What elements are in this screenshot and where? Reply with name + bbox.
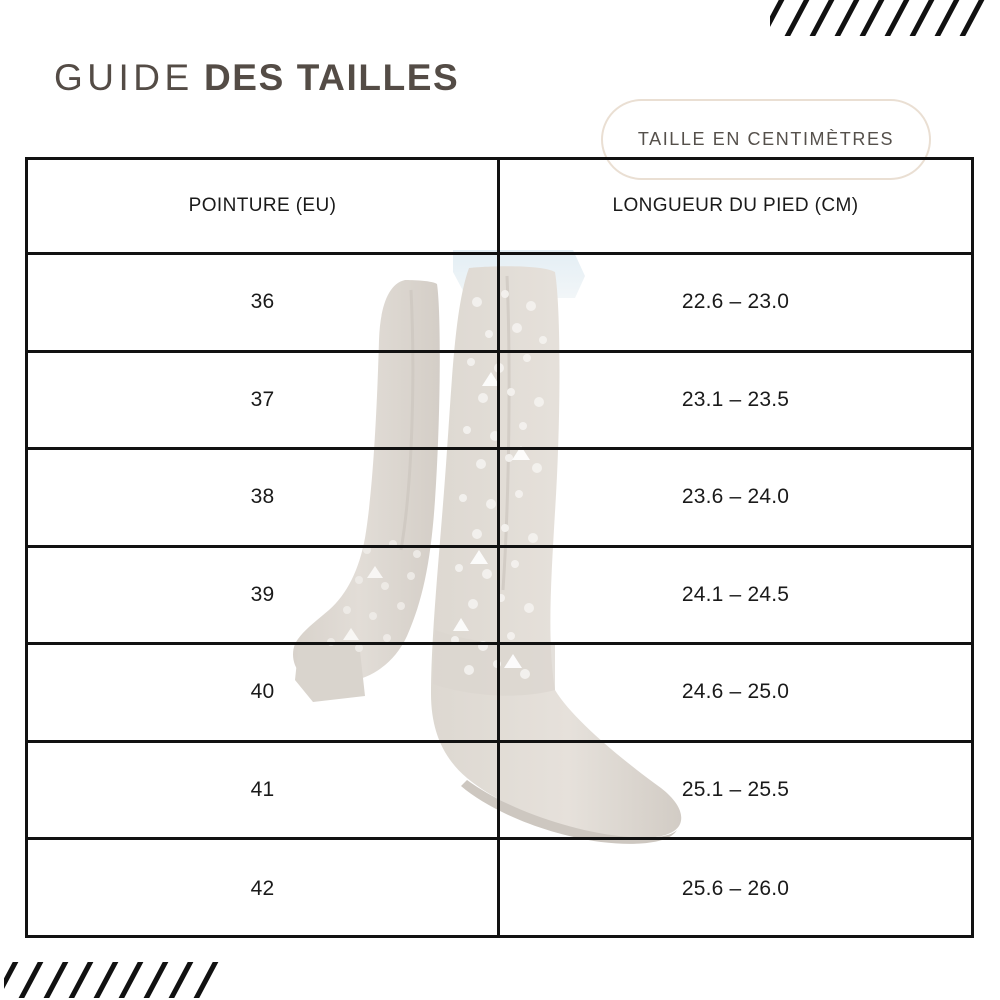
cell-length-value: 25.6 – 26.0 — [681, 876, 790, 900]
cell-size-value: 40 — [250, 680, 275, 704]
cell-length-value: 22.6 – 23.0 — [681, 290, 790, 314]
stripe-bar — [115, 962, 149, 998]
cell-size-value: 39 — [250, 582, 275, 606]
stripe-bar — [90, 962, 124, 998]
stripe-bar — [140, 962, 174, 998]
stripe-bar — [65, 962, 99, 998]
stripe-bar — [806, 0, 840, 36]
cell-length-value: 23.6 – 24.0 — [681, 485, 790, 509]
decorative-stripes-bottom-left — [4, 962, 236, 998]
cell-length — [500, 450, 971, 545]
cell-size — [28, 450, 500, 545]
cell-size-value: 38 — [250, 485, 275, 509]
cell-length-value: 25.1 – 25.5 — [681, 777, 790, 801]
cell-size-value: 42 — [250, 876, 275, 900]
cell-size — [28, 255, 500, 350]
cell-size — [28, 548, 500, 643]
cell-length — [500, 353, 971, 448]
table-row — [28, 840, 971, 938]
page-title-bold: DES TAILLES — [203, 57, 460, 98]
stripe-bar — [165, 962, 199, 998]
stripe-bar — [781, 0, 815, 36]
cell-length-value: 24.6 – 25.0 — [681, 680, 790, 704]
table-row — [28, 645, 971, 743]
stripe-bar — [190, 962, 224, 998]
stripe-bar — [956, 0, 990, 36]
cell-size — [28, 743, 500, 838]
header — [0, 48, 1000, 149]
stripe-bar — [881, 0, 915, 36]
stripe-bar — [831, 0, 865, 36]
table-row — [28, 450, 971, 548]
unit-badge-label: TAILLE EN CENTIMÈTRES — [637, 129, 895, 149]
page-title-light: GUIDE — [54, 57, 194, 98]
stripe-bar — [40, 962, 74, 998]
stripe-bar — [15, 962, 49, 998]
cell-size-value: 36 — [250, 290, 275, 314]
cell-length — [500, 840, 971, 938]
cell-size-value: 41 — [250, 777, 275, 801]
cell-length-value: 24.1 – 24.5 — [681, 582, 790, 606]
cell-length — [500, 743, 971, 838]
cell-length — [500, 255, 971, 350]
cell-length — [500, 548, 971, 643]
table-row — [28, 255, 971, 353]
column-header-length — [500, 160, 971, 252]
table-row — [28, 548, 971, 646]
stripe-bar — [906, 0, 940, 36]
page-title — [54, 54, 459, 102]
cell-size — [28, 645, 500, 740]
table-row — [28, 353, 971, 451]
column-header-size-label: POINTURE (EU) — [188, 195, 337, 216]
stripe-bar — [931, 0, 965, 36]
column-header-length-label: LONGUEUR DU PIED (CM) — [612, 195, 859, 216]
cell-size — [28, 353, 500, 448]
table-header-row — [28, 160, 971, 255]
cell-length-value: 23.1 – 23.5 — [681, 387, 790, 411]
size-table — [25, 157, 974, 938]
decorative-stripes-top-right — [770, 0, 1000, 36]
stripe-bar — [856, 0, 890, 36]
cell-length — [500, 645, 971, 740]
cell-size — [28, 840, 500, 938]
column-header-size — [28, 160, 500, 252]
cell-size-value: 37 — [250, 387, 275, 411]
table-row — [28, 743, 971, 841]
